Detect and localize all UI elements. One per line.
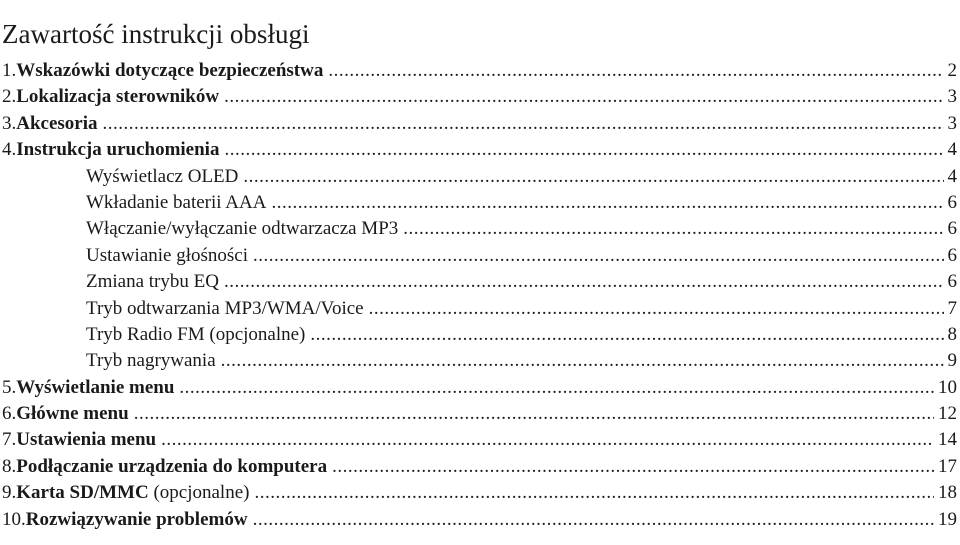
toc-entry-page-number: 4 — [947, 165, 957, 187]
toc-entry-title — [86, 269, 219, 295]
page-title: Zawartość instrukcji obsługi — [2, 19, 310, 50]
toc-entry[interactable] — [2, 269, 957, 295]
toc-entry-page-number: 9 — [947, 350, 957, 372]
toc-dot-leader — [161, 427, 934, 453]
toc-entry-title-text: Wyświetlacz OLED — [86, 165, 239, 187]
toc-dot-leader — [253, 507, 934, 533]
toc-entry-page-number: 8 — [947, 323, 957, 345]
toc-entry-number: 9. — [2, 482, 17, 504]
toc-entry-title — [86, 216, 398, 242]
toc-entry-title — [16, 480, 249, 506]
toc-entry-title — [16, 454, 327, 480]
toc-dot-leader — [224, 84, 943, 110]
toc-entry[interactable] — [2, 296, 957, 322]
toc-entry-number: 10. — [2, 508, 26, 530]
toc-dot-leader — [179, 375, 934, 401]
toc-dot-leader — [134, 401, 934, 427]
toc-entry-title-text: Włączanie/wyłączanie odtwarzacza MP3 — [86, 218, 399, 240]
toc-entry-title-bold: Ustawienia menu — [16, 429, 157, 451]
toc-entry-page-number: 19 — [938, 508, 957, 530]
toc-entry-title — [86, 190, 266, 216]
toc-entry-page-number: 12 — [938, 403, 957, 425]
toc-entry-title-bold: Karta SD/MMC — [16, 482, 149, 504]
toc-entry-title — [16, 58, 323, 84]
toc-entry-title-text: Tryb odtwarzania MP3/WMA/Voice — [86, 297, 364, 319]
toc-entry-title — [16, 111, 97, 137]
toc-entry[interactable] — [2, 58, 957, 84]
toc-dot-leader — [310, 322, 943, 348]
toc-entry[interactable] — [2, 454, 957, 480]
toc-entry-page-number: 10 — [938, 376, 957, 398]
toc-entry-page-number: 6 — [947, 271, 957, 293]
toc-dot-leader — [403, 216, 943, 242]
toc-entry[interactable] — [2, 401, 957, 427]
toc-entry-title-bold: Rozwiązywanie problemów — [25, 508, 248, 530]
toc-entry-number: 3. — [2, 112, 17, 134]
toc-entry[interactable] — [2, 111, 957, 137]
toc-entry-page-number: 18 — [938, 482, 957, 504]
toc-dot-leader — [253, 243, 943, 269]
toc-dot-leader — [103, 111, 944, 137]
toc-dot-leader — [271, 190, 943, 216]
toc-entry[interactable] — [2, 216, 957, 242]
toc-entry[interactable] — [2, 137, 957, 163]
toc-dot-leader — [243, 164, 943, 190]
toc-entry-page-number: 3 — [947, 86, 957, 108]
toc-entry-number: 8. — [2, 455, 17, 477]
toc-entry-title — [16, 401, 128, 427]
toc-entry-page-number: 6 — [947, 191, 957, 213]
toc-entry-number: 4. — [2, 139, 17, 161]
toc-dot-leader — [221, 348, 944, 374]
toc-entry[interactable] — [2, 480, 957, 506]
toc-entry-title-bold: Wskazówki dotyczące bezpieczeństwa — [16, 60, 324, 81]
toc-dot-leader — [254, 480, 934, 506]
toc-entry-title — [86, 296, 364, 322]
toc-entry-page-number: 7 — [947, 297, 957, 319]
toc-entry-number: 1. — [2, 60, 17, 81]
toc-entry-title — [16, 137, 219, 163]
toc-entry-page-number: 6 — [947, 218, 957, 240]
toc-entry-number: 7. — [2, 429, 17, 451]
toc-entry-title — [16, 375, 174, 401]
toc-entry-number: 5. — [2, 376, 17, 398]
toc-entry[interactable] — [2, 190, 957, 216]
toc-entry-title-text: (opcjonalne) — [148, 482, 250, 504]
toc-dot-leader — [328, 58, 943, 84]
toc-entry-page-number: 6 — [947, 244, 957, 266]
toc-entry-title-bold: Lokalizacja sterowników — [16, 86, 220, 108]
toc-entry-title-bold: Wyświetlanie menu — [16, 376, 175, 398]
toc-entry-title — [86, 243, 248, 269]
toc-entry[interactable] — [2, 348, 957, 374]
toc-entry-title — [86, 348, 216, 374]
toc-dot-leader — [224, 137, 943, 163]
toc-entry[interactable] — [2, 427, 957, 453]
toc-entry-title — [86, 164, 238, 190]
toc-entry-title-bold: Akcesoria — [16, 112, 98, 134]
toc-entry-title-bold: Instrukcja uruchomienia — [16, 139, 220, 161]
toc-entry-number: 6. — [2, 403, 17, 425]
toc-dot-leader — [369, 296, 944, 322]
toc-entry-number: 2. — [2, 86, 17, 108]
toc-entry[interactable] — [2, 507, 957, 533]
toc-entry-title-text: Tryb Radio FM (opcjonalne) — [86, 323, 306, 345]
toc-entry-page-number: 2 — [947, 60, 957, 81]
toc-entry[interactable] — [2, 322, 957, 348]
table-of-contents — [2, 58, 957, 533]
toc-entry[interactable] — [2, 164, 957, 190]
toc-entry[interactable] — [2, 243, 957, 269]
toc-entry-title-text: Zmiana trybu EQ — [86, 271, 219, 293]
toc-entry-title-text: Wkładanie baterii AAA — [86, 191, 267, 213]
toc-entry-title-bold: Główne menu — [16, 403, 129, 425]
toc-entry[interactable] — [2, 375, 957, 401]
toc-entry-title-text: Ustawianie głośności — [86, 244, 249, 266]
toc-entry-title — [16, 427, 156, 453]
toc-entry[interactable] — [2, 84, 957, 110]
toc-dot-leader — [332, 454, 934, 480]
toc-entry-page-number: 17 — [938, 455, 957, 477]
toc-entry-page-number: 3 — [947, 112, 957, 134]
toc-dot-leader — [224, 269, 944, 295]
toc-entry-page-number: 14 — [938, 429, 957, 451]
toc-entry-title-bold: Podłączanie urządzenia do komputera — [16, 455, 328, 477]
toc-entry-title — [26, 507, 248, 533]
toc-entry-title — [86, 322, 305, 348]
toc-entry-title — [16, 84, 219, 110]
toc-entry-title-text: Tryb nagrywania — [86, 350, 216, 372]
toc-entry-page-number: 4 — [947, 139, 957, 161]
